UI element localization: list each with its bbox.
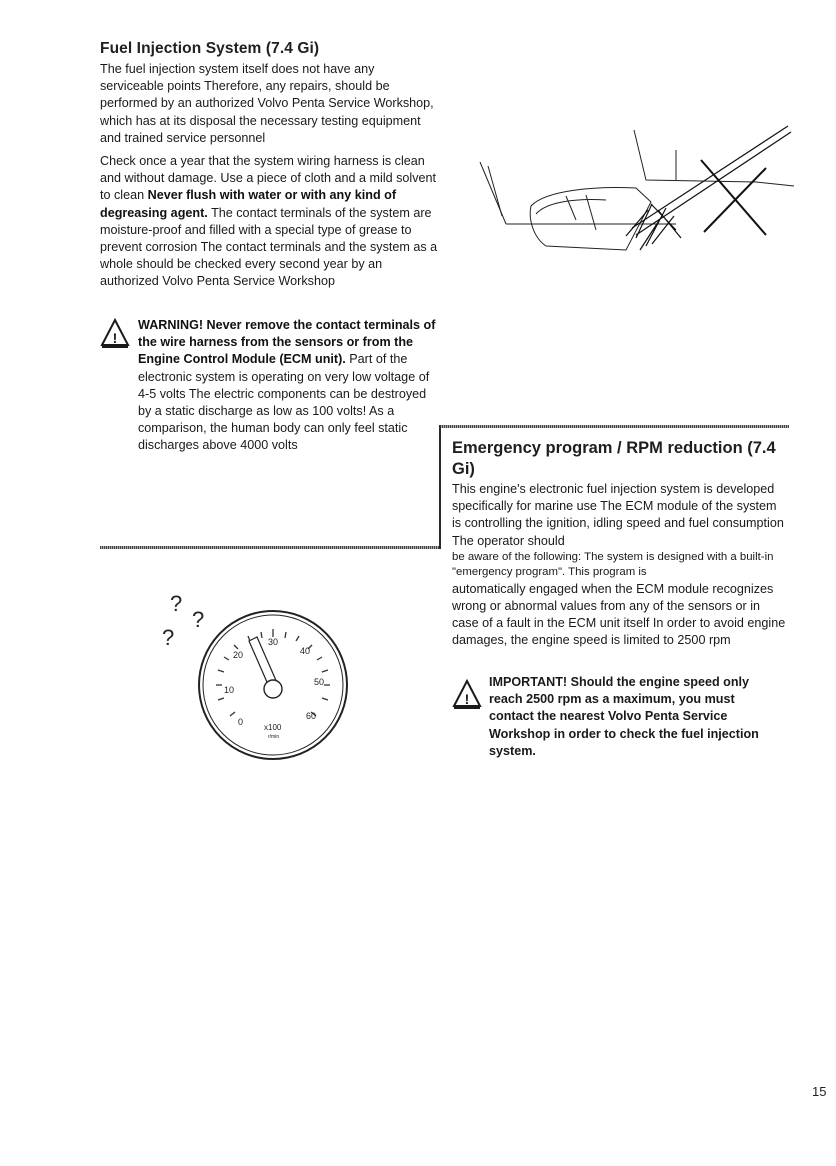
left-paragraph-2 (100, 153, 438, 291)
left-paragraph-1: The fuel injection system itself does not have any serviceable points Therefore, any repairs, should be performed by an authorized Volvo Penta Service Workshop, which has at its disposal the necessary testing equipment and trained service personnel (100, 62, 434, 145)
warning-bold-text: WARNING! Never remove the contact terminals of the wire harness from the sensors or from the Engine Control Module (ECM unit). (138, 318, 436, 367)
right-text-block (452, 481, 786, 650)
svg-text:!: ! (112, 330, 118, 346)
gauge-label-10: 10 (224, 685, 235, 695)
gauge-label-0: 0 (238, 717, 244, 727)
gauge-label-30: 30 (268, 637, 279, 647)
important-triangle-icon (452, 679, 482, 709)
tachometer-illustration (158, 585, 358, 775)
question-mark-1: ? (170, 591, 183, 616)
sidebar-top-rule (440, 425, 789, 428)
gauge-label-20: 20 (233, 650, 244, 660)
engine-cleaning-illustration (476, 120, 796, 260)
gauge-unit-bottom: r/min (268, 734, 280, 740)
left-paragraph-2-text: Check once a year that the system wiring harness is clean and without damage. Use a piece of cloth and a mild solvent to clean (100, 154, 437, 203)
gauge-unit-top: x100 (264, 723, 282, 732)
sidebar-left-rule (439, 425, 441, 549)
left-section-rule (100, 546, 440, 549)
svg-text:!: ! (464, 691, 470, 707)
warning-body-text: Part of the electronic system is operating on very low voltage of 4-5 volts The electric components can be destroyed by a static discharge as low as 100 volts! As a comparison, the human body can only feel static discharges above 4000 volts (138, 352, 430, 453)
warning-block (138, 317, 436, 455)
right-paragraph-small: be aware of the following: The system is designed with a built-in "emergency program". This program is (452, 550, 774, 579)
gauge-hub (264, 680, 282, 698)
left-paragraph-2-cont: The contact terminals of the system are moisture-proof and filled with a special type of grease to prevent corrosion The contact terminals and the system as a whole should be checked every second year by an authorized Volvo Penta Service Workshop (100, 205, 438, 289)
left-text-block (100, 61, 438, 297)
question-mark-3: ? (162, 625, 175, 650)
never-flush-emphasis: Never flush with water or with any kind of degreasing agent. (100, 188, 397, 220)
right-paragraph-1: This engine's electronic fuel injection system is developed specifically for marine use The ECM module of the system is controlling the ignition, idling speed and fuel consumption The operator should (452, 482, 784, 548)
fuel-injection-heading: Fuel Injection System (7.4 Gi) (100, 40, 320, 57)
right-paragraph-end: automatically engaged when the ECM module recognizes wrong or abnormal values from any of the sensors or in case of a fault in the ECM unit itself In order to avoid engine damages, the engine speed is limited to 2500 rpm (452, 581, 786, 648)
warning-triangle-icon (100, 318, 130, 348)
gauge-label-50: 50 (314, 677, 325, 687)
emergency-program-heading: Emergency program / RPM reduction (7.4 Gi) (452, 439, 776, 478)
gauge-label-60: 60 (306, 711, 317, 721)
question-mark-2: ? (192, 607, 205, 632)
page-number: 15 (812, 1084, 827, 1099)
gauge-label-40: 40 (300, 646, 311, 656)
important-notice: IMPORTANT! Should the engine speed only reach 2500 rpm as a maximum, you must contact the nearest Volvo Penta Service Workshop in order to check the fuel injection system. (489, 675, 759, 758)
